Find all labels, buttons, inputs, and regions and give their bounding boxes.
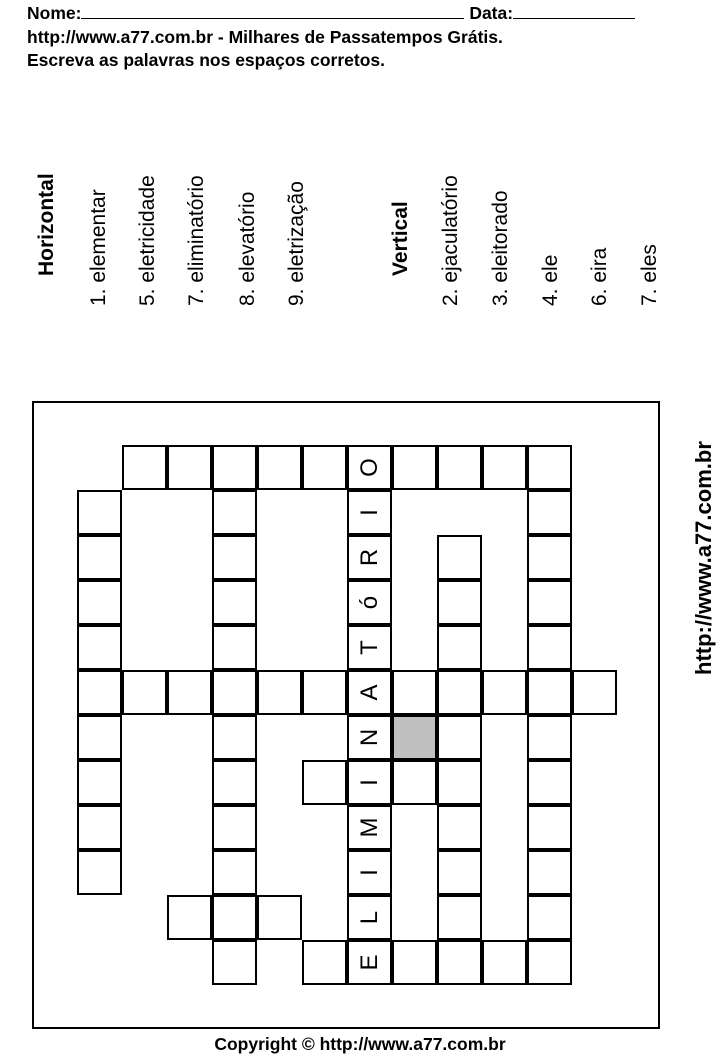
- vertical-clue-6: 6. eira: [588, 247, 611, 306]
- grid-cell[interactable]: [437, 895, 482, 940]
- grid-cell[interactable]: [122, 670, 167, 715]
- cell-letter: A: [356, 684, 383, 701]
- grid-cell[interactable]: [482, 940, 527, 985]
- grid-cell[interactable]: [437, 580, 482, 625]
- side-url: http://www.a77.com.br: [691, 441, 716, 675]
- grid-cell[interactable]: [437, 850, 482, 895]
- grid-cell[interactable]: [347, 805, 392, 850]
- grid-cell[interactable]: [77, 580, 122, 625]
- cell-letter: N: [356, 728, 383, 747]
- grid-cell[interactable]: [347, 715, 392, 760]
- horizontal-clue-5: 5. eletricidade: [136, 175, 159, 306]
- grid-cell[interactable]: [437, 760, 482, 805]
- grid-cell[interactable]: [302, 670, 347, 715]
- grid-cell[interactable]: [527, 760, 572, 805]
- grid-cell[interactable]: [347, 445, 392, 490]
- grid-cell[interactable]: [77, 715, 122, 760]
- grid-cell[interactable]: [392, 760, 437, 805]
- grid-cell[interactable]: [212, 895, 257, 940]
- grid-cell[interactable]: [527, 715, 572, 760]
- grid-cell[interactable]: [347, 670, 392, 715]
- vertical-clue-4: 4. ele: [539, 254, 562, 306]
- horizontal-clue-8: 8. elevatório: [236, 191, 259, 306]
- grid-cell[interactable]: [527, 670, 572, 715]
- grid-cell[interactable]: [482, 445, 527, 490]
- horizontal-clue-7: 7. eliminatório: [185, 175, 208, 306]
- grid-cell[interactable]: [347, 535, 392, 580]
- grid-cell[interactable]: [212, 850, 257, 895]
- grid-cell[interactable]: [212, 445, 257, 490]
- grid-cell[interactable]: [167, 895, 212, 940]
- vertical-clue-3: 3. eleitorado: [489, 190, 512, 306]
- grid-cell[interactable]: [527, 805, 572, 850]
- grid-cell[interactable]: [212, 535, 257, 580]
- grid-cell[interactable]: [347, 490, 392, 535]
- grid-cell[interactable]: [527, 895, 572, 940]
- grid-cell[interactable]: [167, 445, 212, 490]
- cell-letter: I: [356, 779, 383, 786]
- grid-cell[interactable]: [302, 940, 347, 985]
- vertical-title: Vertical: [389, 201, 412, 276]
- grid-cell[interactable]: [437, 445, 482, 490]
- grid-cell[interactable]: [167, 670, 212, 715]
- grid-cell[interactable]: [257, 895, 302, 940]
- grid-cell[interactable]: [212, 670, 257, 715]
- grid-cell[interactable]: [347, 895, 392, 940]
- grid-cell[interactable]: [122, 445, 167, 490]
- date-label: Data:: [464, 3, 514, 23]
- cell-letter: L: [356, 910, 383, 925]
- cell-letter: I: [356, 869, 383, 876]
- name-label: Nome:: [27, 3, 82, 23]
- grid-cell[interactable]: [392, 445, 437, 490]
- grid-cell[interactable]: [302, 760, 347, 805]
- name-blank: [81, 4, 464, 19]
- grid-cell[interactable]: [347, 850, 392, 895]
- grid-cell[interactable]: [437, 805, 482, 850]
- grid-cell[interactable]: [347, 580, 392, 625]
- horizontal-clue-9: 9. eletrização: [285, 181, 308, 306]
- grid-cell[interactable]: [527, 445, 572, 490]
- grid-cell[interactable]: [437, 940, 482, 985]
- grid-cell[interactable]: [77, 625, 122, 670]
- cell-letter: T: [356, 640, 383, 655]
- grid-cell[interactable]: [392, 940, 437, 985]
- grid-cell[interactable]: [347, 760, 392, 805]
- grid-cell[interactable]: [212, 940, 257, 985]
- horizontal-title: Horizontal: [35, 173, 58, 276]
- grid-cell[interactable]: [77, 805, 122, 850]
- cell-letter: O: [356, 458, 383, 477]
- grid-cell[interactable]: [212, 805, 257, 850]
- grid-cell[interactable]: [437, 625, 482, 670]
- grid-cell[interactable]: [572, 670, 617, 715]
- grid-cell[interactable]: [347, 625, 392, 670]
- grid-cell[interactable]: [437, 670, 482, 715]
- grid-cell[interactable]: [77, 670, 122, 715]
- grid-cell[interactable]: [527, 490, 572, 535]
- grid-cell[interactable]: [257, 670, 302, 715]
- grid-cell[interactable]: [212, 490, 257, 535]
- grid-cell[interactable]: [437, 535, 482, 580]
- grid-cell[interactable]: [77, 535, 122, 580]
- grid-cell[interactable]: [77, 490, 122, 535]
- grid-cell[interactable]: [527, 580, 572, 625]
- site-line: http://www.a77.com.br - Milhares de Passatempos Grátis.: [27, 27, 503, 47]
- cell-letter: R: [356, 548, 383, 567]
- name-date-line: [27, 3, 635, 23]
- grid-cell[interactable]: [77, 760, 122, 805]
- grid-cell[interactable]: [482, 670, 527, 715]
- instructions: Escreva as palavras nos espaços corretos.: [27, 50, 385, 70]
- date-blank: [513, 4, 635, 19]
- copyright: Copyright © http://www.a77.com.br: [214, 1034, 506, 1054]
- grid-cell[interactable]: [347, 940, 392, 985]
- horizontal-clue-1: 1. elementar: [87, 189, 110, 306]
- cell-letter: M: [356, 817, 383, 838]
- cell-letter: E: [356, 954, 383, 971]
- grid-cell[interactable]: [212, 760, 257, 805]
- grid-cell[interactable]: [212, 715, 257, 760]
- grid-cell[interactable]: [257, 445, 302, 490]
- grid-cell[interactable]: [527, 535, 572, 580]
- cell-letter: ó: [356, 595, 383, 610]
- shaded-cell: [392, 715, 437, 760]
- grid-cell[interactable]: [212, 625, 257, 670]
- grid-cell[interactable]: [392, 670, 437, 715]
- cell-letter: I: [356, 509, 383, 516]
- grid-cell[interactable]: [527, 850, 572, 895]
- grid-cell[interactable]: [212, 580, 257, 625]
- vertical-clue-2: 2. ejaculatório: [439, 175, 462, 306]
- grid-cell[interactable]: [77, 850, 122, 895]
- vertical-clue-7: 7. eles: [638, 244, 661, 306]
- grid-cell[interactable]: [527, 940, 572, 985]
- grid-cell[interactable]: [527, 625, 572, 670]
- grid-cell[interactable]: [437, 715, 482, 760]
- grid-cell[interactable]: [302, 445, 347, 490]
